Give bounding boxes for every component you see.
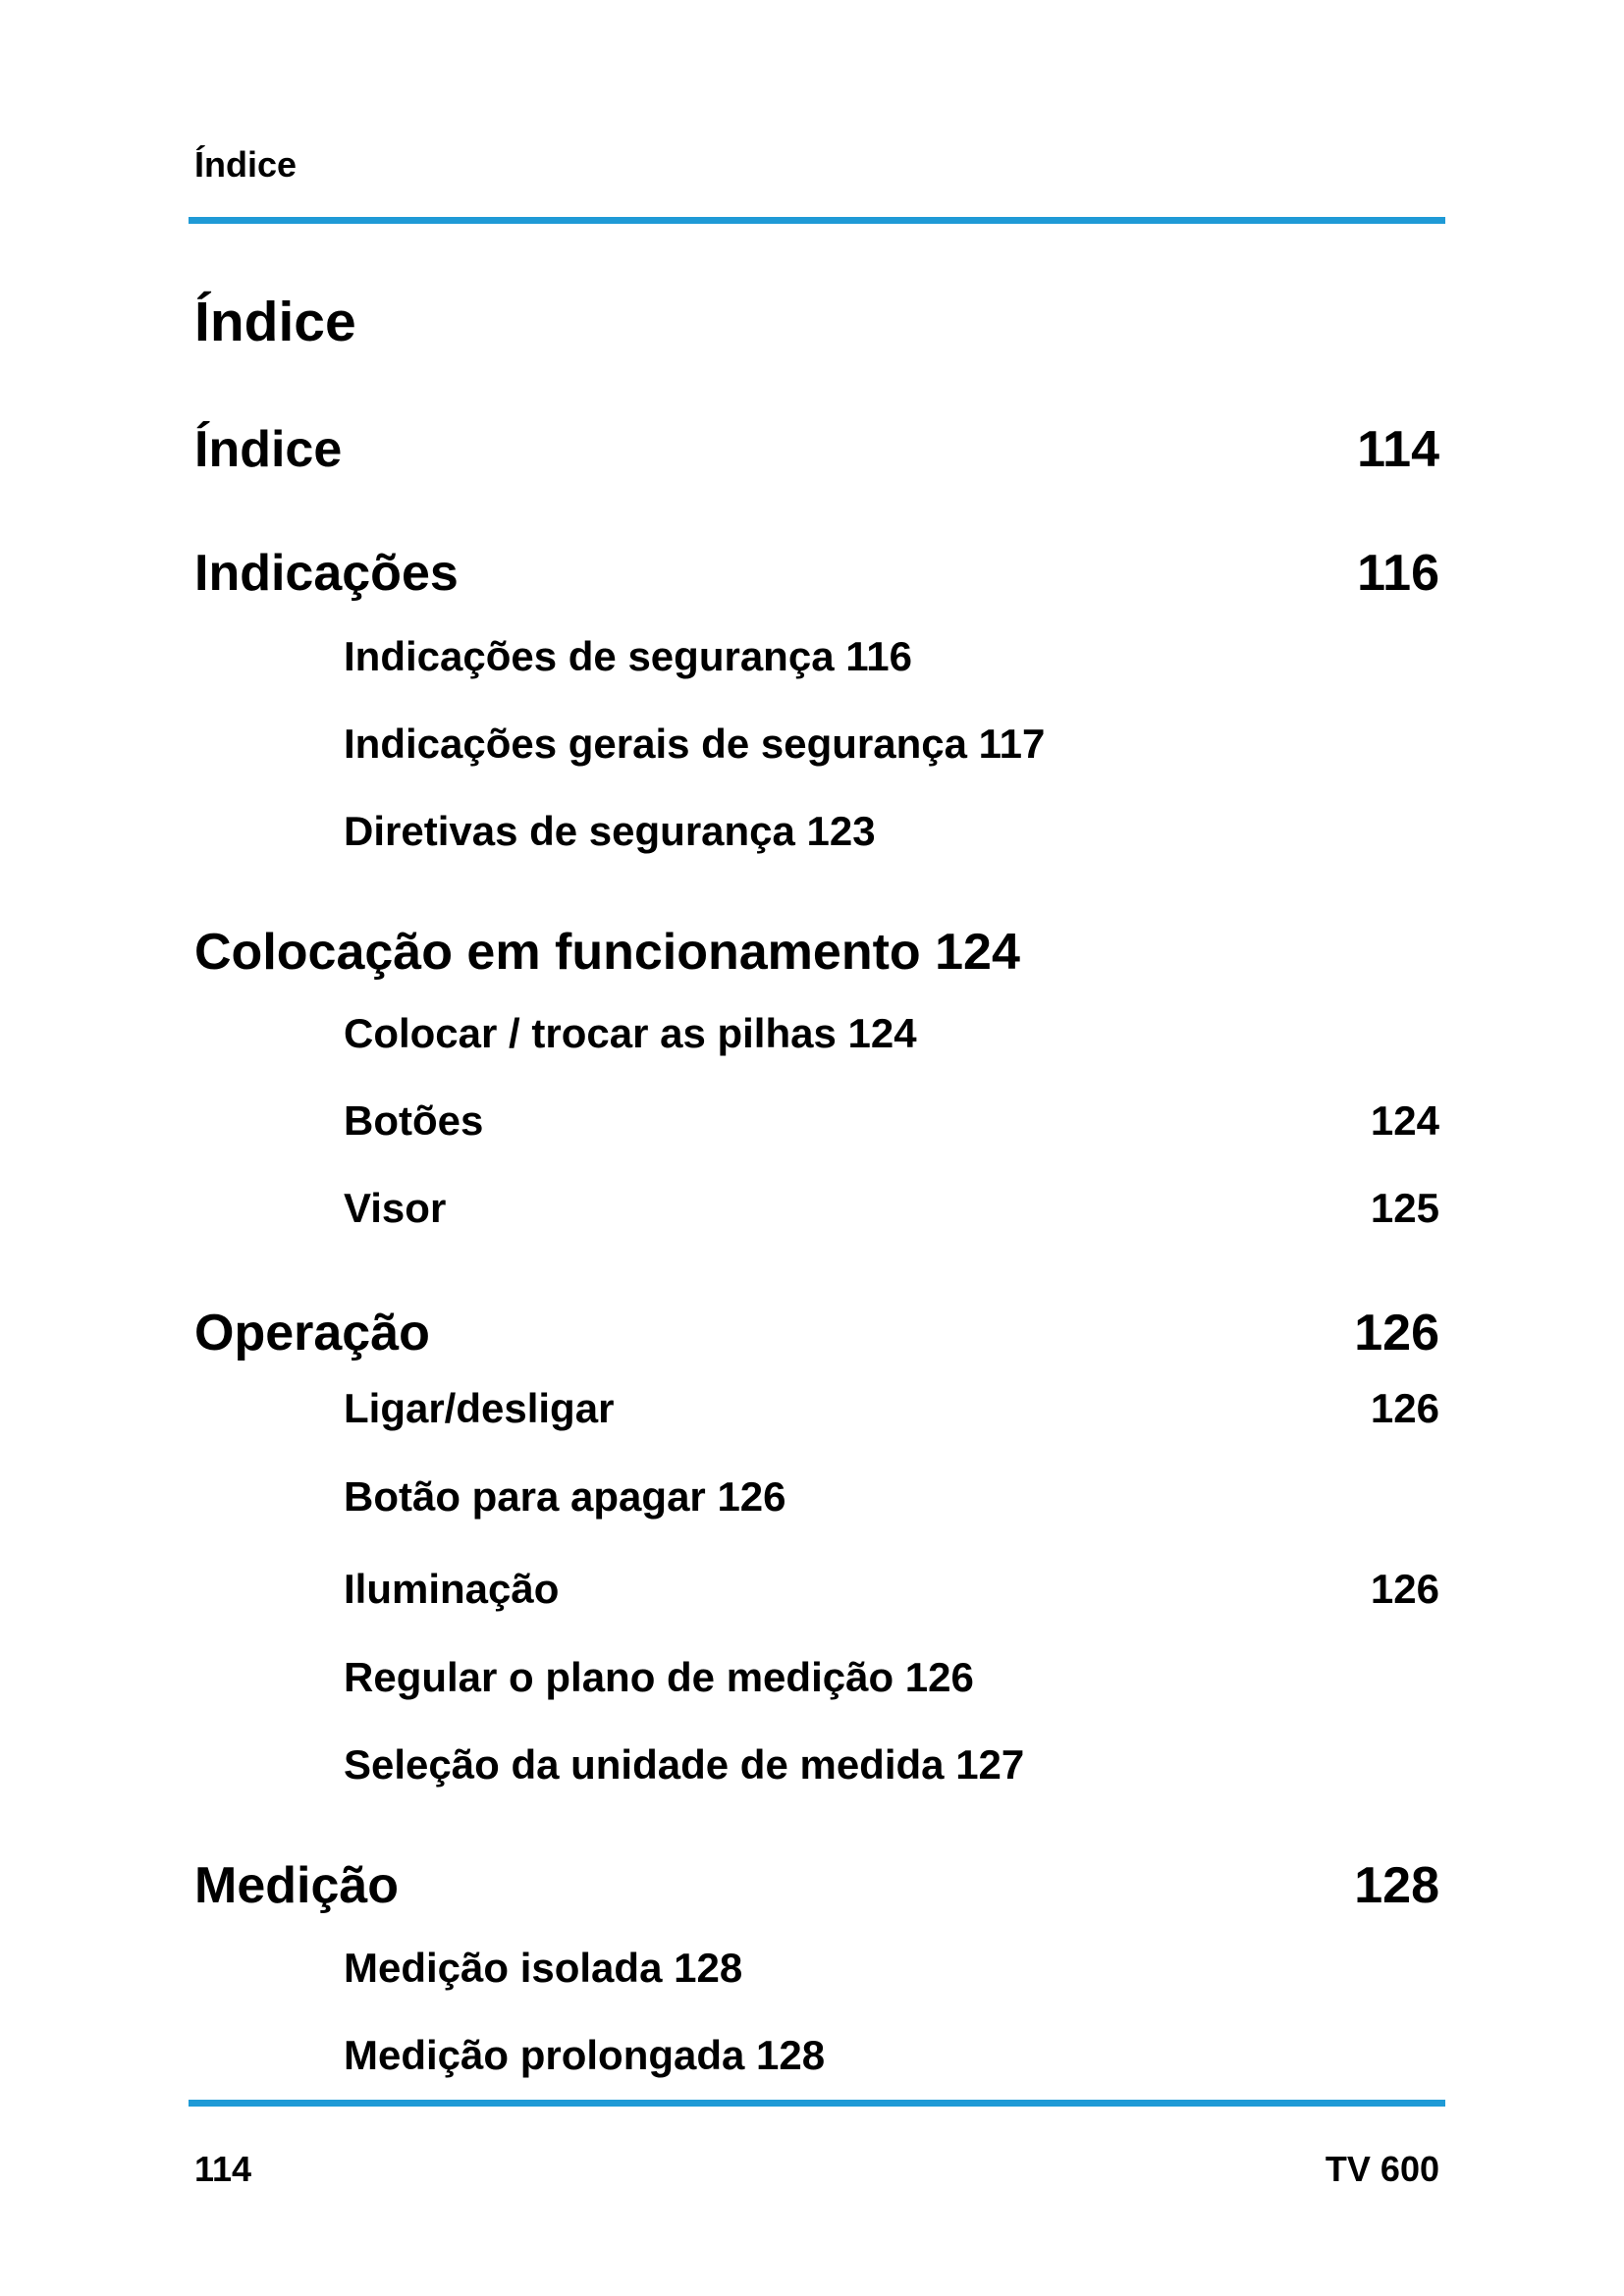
toc-subentry[interactable]: Indicações de segurança 116 <box>344 633 912 679</box>
toc-page-medicao: 128 <box>1354 1857 1439 1914</box>
toc-subentry[interactable]: Colocar / trocar as pilhas 124 <box>344 1010 917 1056</box>
toc-entry-indicacoes[interactable]: Indicações <box>194 545 459 602</box>
toc-subentry[interactable]: Diretivas de segurança 123 <box>344 808 876 854</box>
footer-rule <box>189 2100 1445 2107</box>
toc-page-operacao: 126 <box>1354 1305 1439 1362</box>
toc-subentry[interactable]: Regular o plano de medição 126 <box>344 1654 974 1700</box>
toc-subentry[interactable]: Botões <box>344 1097 484 1144</box>
toc-subentry[interactable]: Botão para apagar 126 <box>344 1473 786 1520</box>
toc-subentry[interactable]: Seleção da unidade de medida 127 <box>344 1741 1025 1788</box>
toc-entry-colocacao[interactable]: Colocação em funcionamento 124 <box>194 924 1020 981</box>
toc-subentry-page: 124 <box>1370 1097 1439 1144</box>
toc-subentry-page: 126 <box>1370 1385 1439 1431</box>
toc-subentry-page: 125 <box>1370 1185 1439 1231</box>
toc-page-indice: 114 <box>1357 421 1439 478</box>
toc-subentry[interactable]: Medição prolongada 128 <box>344 2032 826 2078</box>
toc-subentry[interactable]: Iluminação <box>344 1566 560 1612</box>
footer-model: TV 600 <box>1325 2149 1439 2189</box>
toc-page-indicacoes: 116 <box>1357 545 1439 602</box>
toc-subentry[interactable]: Medição isolada 128 <box>344 1945 743 1991</box>
running-header: Índice <box>194 144 298 185</box>
toc-subentry[interactable]: Visor <box>344 1185 447 1231</box>
toc-entry-medicao[interactable]: Medição <box>194 1857 400 1914</box>
page-title: Índice <box>194 291 356 353</box>
toc-subentry-page: 126 <box>1370 1566 1439 1612</box>
footer-page-number: 114 <box>194 2149 252 2189</box>
header-rule <box>189 217 1445 224</box>
toc-entry-indice[interactable]: Índice <box>194 421 343 478</box>
toc-subentry[interactable]: Ligar/desligar <box>344 1385 615 1431</box>
toc-entry-operacao[interactable]: Operação <box>194 1305 430 1362</box>
toc-subentry[interactable]: Indicações gerais de segurança 117 <box>344 721 1046 767</box>
